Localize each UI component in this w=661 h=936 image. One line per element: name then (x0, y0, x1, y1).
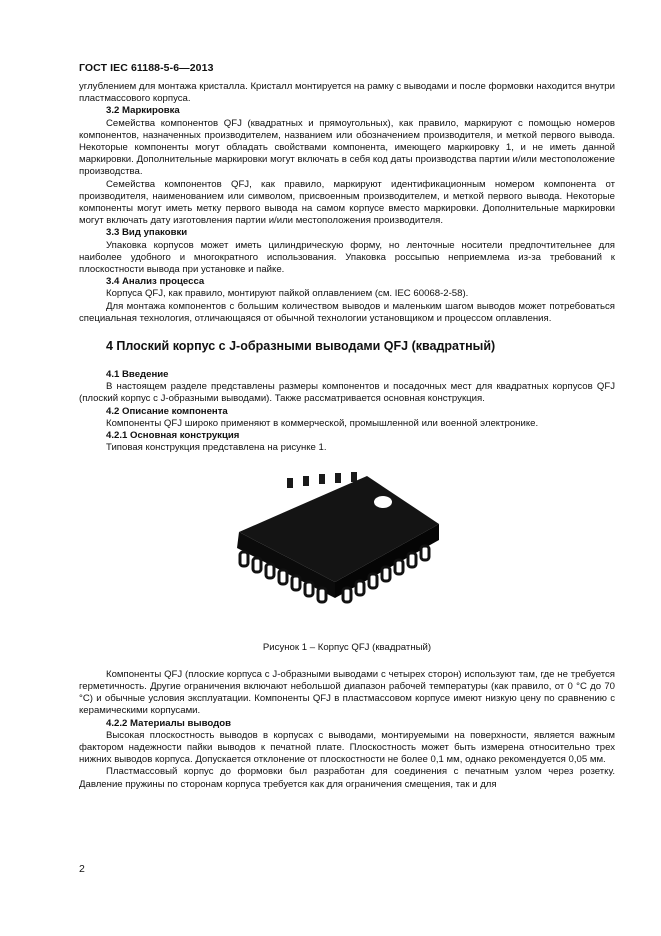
subsection-heading: 4.2.2 Материалы выводов (106, 717, 231, 729)
figure-caption: Рисунок 1 – Корпус QFJ (квадратный) (262, 642, 432, 654)
figure-qfj-package (79, 464, 615, 634)
paragraph: Типовая конструкция представлена на рисунке 1. (106, 442, 327, 454)
document-body (79, 81, 615, 791)
subsection-heading: 3.3 Вид упаковки (106, 227, 188, 239)
section-heading: 4 Плоский корпус с J-образными выводами QFJ (квадратный) (106, 339, 496, 354)
subsection-heading: 4.1 Введение (106, 369, 169, 381)
subsection-heading: 3.4 Анализ процесса (106, 276, 205, 288)
paragraph: В настоящем разделе представлены размеры компонентов и посадочных мест для квадратных корпусов QFJ (плоский корпус с J-образными выводами). Также рассматривается основная конструкция. (79, 381, 615, 405)
paragraph: углублением для монтажа кристалла. Кристалл монтируется на рамку с выводами и после формовки находится внутри пластмассового корпуса. (79, 81, 615, 105)
paragraph: Компоненты QFJ (плоские корпуса с J-образными выводами с четырех сторон) используют там, где не требуется герметичность. Другие ограничения включают небольшой диапазон рабочей температуры (как правило, от 0 °С до 70 °С) и обычные условия эксплуатации. Компоненты QFJ в пластмассовом корпусе имеют низкую цену по сравнению с керамическими корпусами. (79, 668, 615, 717)
page-number: 2 (79, 863, 85, 875)
paragraph: Упаковка корпусов может иметь цилиндрическую форму, но ленточные носители предпочтительнее для наиболее удобного и многократного использования. Упаковка россыпью неприемлема из-за требований к плоскостности вывода при установке и пайке. (79, 239, 615, 276)
subsection-heading: 3.2 Маркировка (106, 105, 180, 117)
paragraph: Пластмассовый корпус до формовки был разработан для соединения с печатным узлом через розетку. Давление пружины по сторонам корпуса требуется как для ограничения смещения, так и для (79, 766, 615, 790)
pin-one-marker-icon (374, 496, 392, 508)
paragraph: Семейства компонентов QFJ, как правило, маркируют идентификационным номером компонента от производителя, наименованием или символом, присвоенным производителем, и меткой первого вывода. Некоторые компоненты могут иметь метку первого вывода на самом корпусе вместо маркировки. Дополнительные маркировки могут включать дату изготовления партии и/или местоположения производителя. (79, 178, 615, 227)
paragraph: Семейства компонентов QFJ (квадратных и прямоугольных), как правило, маркируют с помощью номеров компонентов, назначенных производителем, названием или обозначением производителя, и меткой первого вывода. Некоторые компоненты могут обладать свойствами компонента, имеющего маркировку 1, и не иметь данной маркировки. Дополнительные маркировки могут включать в себя код даты производства партии и/или местоположение производства. (79, 117, 615, 178)
subsection-heading: 4.2.1 Основная конструкция (106, 430, 240, 442)
paragraph: Высокая плоскостность выводов в корпусах с выводами, монтируемыми на поверхности, является важным фактором надежности пайки выводов к печатной плате. Плоскостность может быть измерена относительно трех нижних выводов корпуса. Допускается отклонение от плоскостности не более 0,1 мм, однако рекомендуется 0,05 мм. (79, 729, 615, 766)
qfj-chip-image (217, 472, 457, 612)
paragraph: Для монтажа компонентов с большим количеством выводов и маленьким шагом выводов может потребоваться специальная технология, отличающаяся от обычной технологии установщиком и процессом оплавления. (79, 300, 615, 324)
document-header: ГОСТ IEC 61188-5-6—2013 (79, 62, 214, 74)
subsection-heading: 4.2 Описание компонента (106, 405, 228, 417)
paragraph: Корпуса QFJ, как правило, монтируют пайкой оплавлением (см. IEC 60068-2-58). (106, 288, 469, 300)
paragraph: Компоненты QFJ широко применяют в коммерческой, промышленной или военной электронике. (106, 417, 539, 429)
